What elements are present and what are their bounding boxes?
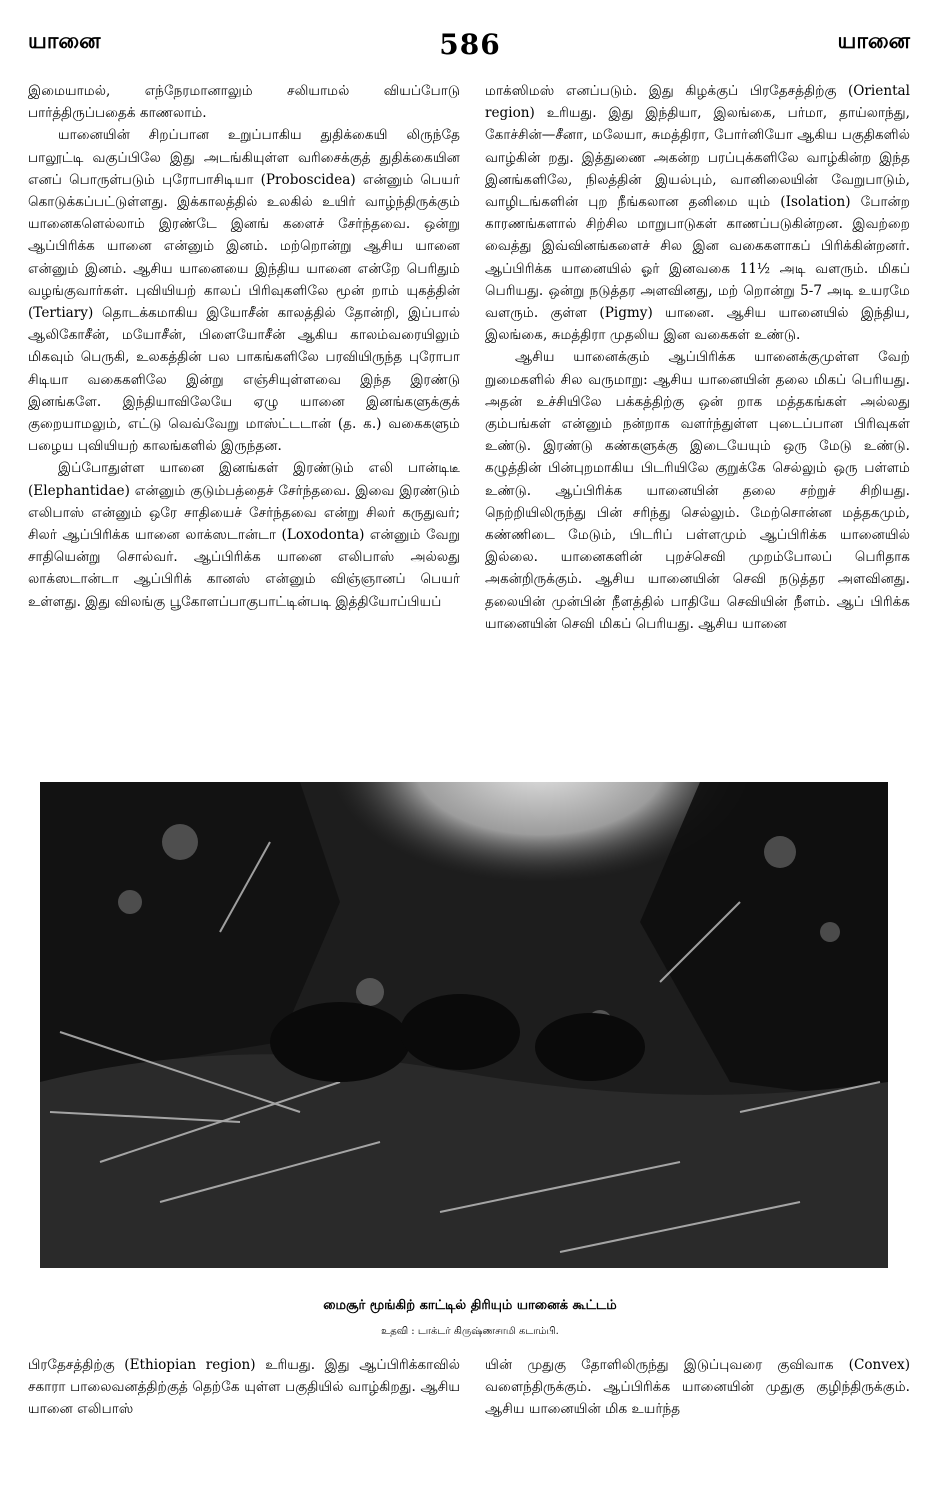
figure-credit: உதவி : டாக்டர் கிருஷ்ணசாமி கடாம்பி. — [381, 1326, 559, 1337]
paragraph: மாக்ஸிமஸ் எனப்படும். இது கிழக்குப் பிரதேசத்திற்கு (Oriental region) உரியது. இது இந்தியா, இலங்கை, பர்மா, தாய்லாந்து, கோச்சின்—சீனா, மலேயா, சுமத்திரா, போர்னியோ ஆகிய பகுதிகளில் வாழ்கின் றது. இத்துணை அகன்ற பரப்புக்களிலே வாழ்கின்ற இந்த இனங்களிலே, நிலத்தின் இயல்பும், வானிலையின் வேறுபாடும், வாழிடங்களின் புற நீங்கலான தனிமை யும் (Isolation) போன்ற காரணங்களால் சிற்சில மாறுபாடுகள் காணப்படுகின்றன. இவற்றை வைத்து இவ்வினங்களைச் சில இன வகைகளாகப் பிரிக்கின்றனர். ஆப்பிரிக்க யானையில் ஓர் இனவகை 11½ அடி வளரும். மிகப் பெரியது. ஒன்று நடுத்தர அளவினது, மற் றொன்று 5-7 அடி உயரமே வளரும். குள்ள (Pigmy) யானை. ஆசிய யானையில் இந்திய, இலங்கை, சுமத்திரா முதலிய இன வகைகள் உண்டு. — [485, 83, 910, 344]
running-head-left: யானை — [28, 28, 101, 54]
paragraph: இமையாமல், எந்நேரமானாலும் சலியாமல் வியப்போடு பார்த்திருப்பதைக் காணலாம். — [28, 83, 460, 122]
paragraph: யானையின் சிறப்பான உறுப்பாகிய துதிக்கையி லிருந்தே பாலூட்டி வகுப்பிலே இது அடங்கியுள்ள வரிசைக்குத் துதிக்கையின எனப் பொருள்படும் புரோபாசிடியா (Proboscidea) என்னும் பெயர் கொடுக்கப்பட்டுள்ளது. இக்காலத்தில் உலகில் உயிர் வாழ்ந்திருக்கும் யானைகளெல்லாம் இரண்டே இனங் களைச் சேர்ந்தவை. ஒன்று ஆப்பிரிக்க யானை என்னும் இனம். மற்றொன்று ஆசிய யானை என்னும் இனம். ஆசிய யானையை இந்திய யானை என்றே பெரிதும் வழங்குவார்கள். புவியியற் காலப் பிரிவுகளிலே மூன் றாம் யுகத்தின் (Tertiary) தொடக்கமாகிய இயோசீன் காலத்தில் தோன்றி, இப்பால் ஆலிகோசீன், மயோசீன், பிளையோசீன் ஆகிய காலம்வரையிலும் மிகவும் பெருகி, உலகத்தின் பல பாகங்களிலே பரவியிருந்த புரோபா சிடியா வகைகளிலே இன்று எஞ்சியுள்ளவை இந்த இரண்டு இனங்களே. இந்தியாவிலேயே ஏழு யானை இனங்களுக்குக் குறையாமலும், எட்டு வெவ்வேறு மாஸ்ட்டடான் (த. க.) வகைகளும் பழைய புவியியற் காலங்களில் இருந்தன. — [28, 127, 460, 455]
paragraph: யின் முதுகு தோளிலிருந்து இடுப்புவரை குவிவாக (Convex) வளைந்திருக்கும். ஆப்பிரிக்க யானையின் முதுகு குழிந்திருக்கும். ஆசிய யானையின் மிக உயர்ந்த — [485, 1357, 910, 1418]
page-number: 586 — [439, 28, 501, 61]
right-column — [485, 80, 910, 635]
forest-elephant-photo — [40, 782, 888, 1268]
photo-illustration — [40, 782, 888, 1268]
page-header — [0, 28, 940, 64]
left-column — [28, 80, 460, 613]
paragraph: இப்போதுள்ள யானை இனங்கள் இரண்டும் எலி பான்டிடீ (Elephantidae) என்னும் குடும்பத்தைச் சேர்ந்தவை. இவை இரண்டும் எலிபாஸ் என்னும் ஒரே சாதியைச் சேர்ந்தவை என்று சிலர் கருதுவர்; சிலர் ஆப்பிரிக்க யானை லாக்ஸடான்டா (Loxodonta) என்னும் வேறு சாதியென்று சொல்வர். ஆப்பிரிக்க யானை எலிபாஸ் அல்லது லாக்ஸடான்டா ஆப்பிரிக் கானஸ் என்னும் விஞ்ஞானப் பெயர் உள்ளது. இது விலங்கு பூகோளப்பாகுபாட்டின்படி இத்தியோப்பியப் — [28, 460, 460, 610]
paragraph: ஆசிய யானைக்கும் ஆப்பிரிக்க யானைக்குமுள்ள வேற் றுமைகளில் சில வருமாறு: ஆசிய யானையின் தலை மிகப் பெரியது. அதன் உச்சியிலே பக்கத்திற்கு ஒன் றாக மத்தகங்கள் அல்லது கும்பங்கள் என்னும் நன்றாக வளர்ந்துள்ள புடைப்பான பிரிவுகள் உண்டு. இரண்டு கண்களுக்கு இடையேயும் ஒரு மேடு உண்டு. கழுத்தின் பின்புறமாகிய பிடரியிலே குறுக்கே செல்லும் ஒரு பள்ளம் உண்டு. ஆப்பிரிக்க யானையின் தலை சற்றுச் சிறியது. நெற்றியிலிருந்து பின் சரிந்து செல்லும். மேற்சொன்ன மத்தகமும், கண்ணிடை மேடும், பிடரிப் பள்ளமும் ஆப்பிரிக்க யானையில் இல்லை. யானைகளின் புறச்செவி முறம்போலப் பெரிதாக அகன்றிருக்கும். ஆசிய யானையின் செவி நடுத்தர அளவினது. தலையின் முன்பின் நீளத்தில் பாதியே செவியின் நீளம். ஆப் பிரிக்க யானையின் செவி மிகப் பெரியது. ஆசிய யானை — [485, 349, 910, 632]
running-head-right: யானை — [837, 28, 910, 54]
bottom-right-column — [485, 1354, 910, 1421]
figure-caption: மைசூர் மூங்கிற் காட்டில் திரியும் யானைக் கூட்டம் — [323, 1298, 617, 1313]
paragraph: பிரதேசத்திற்கு (Ethiopian region) உரியது. இது ஆப்பிரிக்காவில் சகாரா பாலைவனத்திற்குத் தெற்கே யுள்ள பகுதியில் வாழ்கிறது. ஆசிய யானை எலிபாஸ் — [28, 1357, 460, 1418]
bottom-left-column — [28, 1354, 460, 1421]
